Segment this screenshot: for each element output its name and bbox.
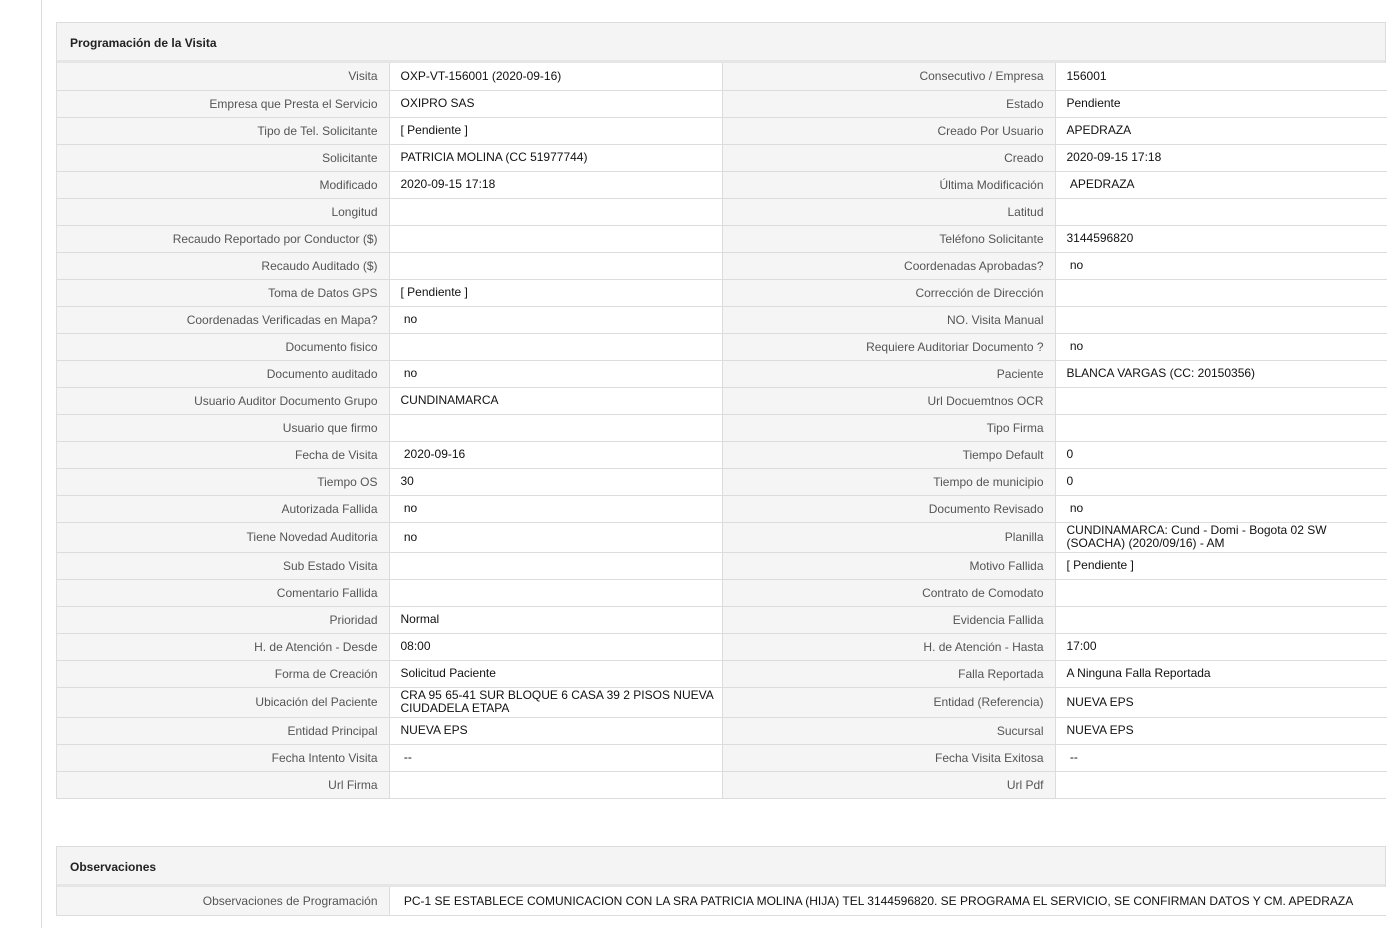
falla-reportada-value: A Ninguna Falla Reportada: [1055, 660, 1387, 687]
creado-label: Creado: [722, 144, 1055, 171]
fecha-intento-visita-value: --: [389, 744, 722, 771]
tipo-de-tel-solicitante-label: Tipo de Tel. Solicitante: [57, 117, 389, 144]
prioridad-label: Prioridad: [57, 606, 389, 633]
ultima-modificacion-value: APEDRAZA: [1055, 171, 1387, 198]
fecha-visita-exitosa-label: Fecha Visita Exitosa: [722, 744, 1055, 771]
modificado-value: 2020-09-15 17:18: [389, 171, 722, 198]
autorizada-fallida-label: Autorizada Fallida: [57, 495, 389, 522]
documento-fisico-label: Documento fisico: [57, 333, 389, 360]
solicitante-label: Solicitante: [57, 144, 389, 171]
table-row: [57, 606, 1387, 633]
observaciones-value: PC-1 SE ESTABLECE COMUNICACION CON LA SRA PATRICIA MOLINA (HIJA) TEL 3144596820. SE PROGRAMA EL SERVICIO, SE CONFIRMAN DATOS Y CM. APEDRAZA: [389, 887, 1387, 915]
usuario-auditor-documento-grupo-label: Usuario Auditor Documento Grupo: [57, 387, 389, 414]
table-row: [57, 579, 1387, 606]
sub-estado-visita-value: [389, 552, 722, 579]
tiempo-de-municipio-value: 0: [1055, 468, 1387, 495]
creado-value: 2020-09-15 17:18: [1055, 144, 1387, 171]
url-docuemtnos-ocr-label: Url Docuemtnos OCR: [722, 387, 1055, 414]
observaciones-title: Observaciones: [57, 847, 1385, 887]
table-row: [57, 468, 1387, 495]
estado-label: Estado: [722, 90, 1055, 117]
table-row: [57, 90, 1387, 117]
coordenadas-aprobadas-label: Coordenadas Aprobadas?: [722, 252, 1055, 279]
comentario-fallida-value: [389, 579, 722, 606]
no-visita-manual-value: [1055, 306, 1387, 333]
no-visita-manual-label: NO. Visita Manual: [722, 306, 1055, 333]
requiere-auditoriar-documento-label: Requiere Auditoriar Documento ?: [722, 333, 1055, 360]
latitud-label: Latitud: [722, 198, 1055, 225]
requiere-auditoriar-documento-value: no: [1055, 333, 1387, 360]
ultima-modificacion-label: Última Modificación: [722, 171, 1055, 198]
url-pdf-label: Url Pdf: [722, 771, 1055, 798]
empresa-que-presta-el-servicio-label: Empresa que Presta el Servicio: [57, 90, 389, 117]
programacion-title: Programación de la Visita: [57, 23, 1385, 63]
table-row: [57, 771, 1387, 798]
left-divider: [41, 0, 42, 928]
tiempo-default-value: 0: [1055, 441, 1387, 468]
modificado-label: Modificado: [57, 171, 389, 198]
entidad-referencia-label: Entidad (Referencia): [722, 687, 1055, 717]
usuario-auditor-documento-grupo-value: CUNDINAMARCA: [389, 387, 722, 414]
tipo-firma-value: [1055, 414, 1387, 441]
table-row: [57, 117, 1387, 144]
observaciones-table: [57, 887, 1387, 915]
planilla-value: CUNDINAMARCA: Cund - Domi - Bogota 02 SW (SOACHA) (2020/09/16) - AM: [1055, 522, 1387, 552]
latitud-value: [1055, 198, 1387, 225]
table-row: [57, 441, 1387, 468]
paciente-value: BLANCA VARGAS (CC: 20150356): [1055, 360, 1387, 387]
table-row: [57, 633, 1387, 660]
table-row: [57, 414, 1387, 441]
table-row: [57, 744, 1387, 771]
url-pdf-value: [1055, 771, 1387, 798]
contrato-de-comodato-label: Contrato de Comodato: [722, 579, 1055, 606]
planilla-label: Planilla: [722, 522, 1055, 552]
telefono-solicitante-value: 3144596820: [1055, 225, 1387, 252]
coordenadas-verificadas-en-mapa-label: Coordenadas Verificadas en Mapa?: [57, 306, 389, 333]
paciente-label: Paciente: [722, 360, 1055, 387]
tiene-novedad-auditoria-label: Tiene Novedad Auditoria: [57, 522, 389, 552]
correccion-de-direccion-value: [1055, 279, 1387, 306]
url-firma-label: Url Firma: [57, 771, 389, 798]
h-de-atencion-desde-label: H. de Atención - Desde: [57, 633, 389, 660]
entidad-referencia-value: NUEVA EPS: [1055, 687, 1387, 717]
recaudo-reportado-por-conductor-value: [389, 225, 722, 252]
entidad-principal-label: Entidad Principal: [57, 717, 389, 744]
fecha-de-visita-label: Fecha de Visita: [57, 441, 389, 468]
table-row: [57, 279, 1387, 306]
h-de-atencion-hasta-value: 17:00: [1055, 633, 1387, 660]
correccion-de-direccion-label: Corrección de Dirección: [722, 279, 1055, 306]
tiene-novedad-auditoria-value: no: [389, 522, 722, 552]
tiempo-os-label: Tiempo OS: [57, 468, 389, 495]
table-row: [57, 522, 1387, 552]
empresa-que-presta-el-servicio-value: OXIPRO SAS: [389, 90, 722, 117]
sub-estado-visita-label: Sub Estado Visita: [57, 552, 389, 579]
toma-de-datos-gps-label: Toma de Datos GPS: [57, 279, 389, 306]
contrato-de-comodato-value: [1055, 579, 1387, 606]
falla-reportada-label: Falla Reportada: [722, 660, 1055, 687]
table-row: [57, 387, 1387, 414]
forma-de-creacion-label: Forma de Creación: [57, 660, 389, 687]
h-de-atencion-desde-value: 08:00: [389, 633, 722, 660]
entidad-principal-value: NUEVA EPS: [389, 717, 722, 744]
documento-revisado-value: no: [1055, 495, 1387, 522]
fecha-intento-visita-label: Fecha Intento Visita: [57, 744, 389, 771]
table-row: [57, 306, 1387, 333]
tipo-de-tel-solicitante-value: [ Pendiente ]: [389, 117, 722, 144]
table-row: [57, 552, 1387, 579]
programacion-panel: [56, 22, 1386, 799]
table-row: [57, 333, 1387, 360]
evidencia-fallida-label: Evidencia Fallida: [722, 606, 1055, 633]
fecha-visita-exitosa-value: --: [1055, 744, 1387, 771]
table-row: [57, 717, 1387, 744]
observaciones-label: Observaciones de Programación: [57, 887, 389, 915]
evidencia-fallida-value: [1055, 606, 1387, 633]
sucursal-label: Sucursal: [722, 717, 1055, 744]
url-firma-value: [389, 771, 722, 798]
observaciones-panel: [56, 846, 1386, 916]
documento-auditado-label: Documento auditado: [57, 360, 389, 387]
table-row: [57, 660, 1387, 687]
table-row: [57, 252, 1387, 279]
url-docuemtnos-ocr-value: [1055, 387, 1387, 414]
longitud-label: Longitud: [57, 198, 389, 225]
documento-revisado-label: Documento Revisado: [722, 495, 1055, 522]
solicitante-value: PATRICIA MOLINA (CC 51977744): [389, 144, 722, 171]
coordenadas-aprobadas-value: no: [1055, 252, 1387, 279]
recaudo-auditado-label: Recaudo Auditado ($): [57, 252, 389, 279]
ubicacion-del-paciente-label: Ubicación del Paciente: [57, 687, 389, 717]
ubicacion-del-paciente-value: CRA 95 65-41 SUR BLOQUE 6 CASA 39 2 PISOS NUEVA CIUDADELA ETAPA: [389, 687, 722, 717]
autorizada-fallida-value: no: [389, 495, 722, 522]
visita-label: Visita: [57, 63, 389, 90]
recaudo-reportado-por-conductor-label: Recaudo Reportado por Conductor ($): [57, 225, 389, 252]
telefono-solicitante-label: Teléfono Solicitante: [722, 225, 1055, 252]
toma-de-datos-gps-value: [ Pendiente ]: [389, 279, 722, 306]
tipo-firma-label: Tipo Firma: [722, 414, 1055, 441]
table-row: [57, 144, 1387, 171]
visita-value: OXP-VT-156001 (2020-09-16): [389, 63, 722, 90]
table-row: [57, 687, 1387, 717]
tiempo-de-municipio-label: Tiempo de municipio: [722, 468, 1055, 495]
creado-por-usuario-value: APEDRAZA: [1055, 117, 1387, 144]
motivo-fallida-label: Motivo Fallida: [722, 552, 1055, 579]
recaudo-auditado-value: [389, 252, 722, 279]
table-row: [57, 887, 1387, 915]
usuario-que-firmo-value: [389, 414, 722, 441]
tiempo-default-label: Tiempo Default: [722, 441, 1055, 468]
consecutivo-empresa-label: Consecutivo / Empresa: [722, 63, 1055, 90]
longitud-value: [389, 198, 722, 225]
table-row: [57, 225, 1387, 252]
table-row: [57, 495, 1387, 522]
coordenadas-verificadas-en-mapa-value: no: [389, 306, 722, 333]
fecha-de-visita-value: 2020-09-16: [389, 441, 722, 468]
motivo-fallida-value: [ Pendiente ]: [1055, 552, 1387, 579]
estado-value: Pendiente: [1055, 90, 1387, 117]
documento-auditado-value: no: [389, 360, 722, 387]
programacion-table: [57, 63, 1387, 798]
sucursal-value: NUEVA EPS: [1055, 717, 1387, 744]
forma-de-creacion-value: Solicitud Paciente: [389, 660, 722, 687]
consecutivo-empresa-value: 156001: [1055, 63, 1387, 90]
usuario-que-firmo-label: Usuario que firmo: [57, 414, 389, 441]
table-row: [57, 360, 1387, 387]
table-row: [57, 63, 1387, 90]
tiempo-os-value: 30: [389, 468, 722, 495]
h-de-atencion-hasta-label: H. de Atención - Hasta: [722, 633, 1055, 660]
table-row: [57, 198, 1387, 225]
table-row: [57, 171, 1387, 198]
creado-por-usuario-label: Creado Por Usuario: [722, 117, 1055, 144]
prioridad-value: Normal: [389, 606, 722, 633]
documento-fisico-value: [389, 333, 722, 360]
comentario-fallida-label: Comentario Fallida: [57, 579, 389, 606]
